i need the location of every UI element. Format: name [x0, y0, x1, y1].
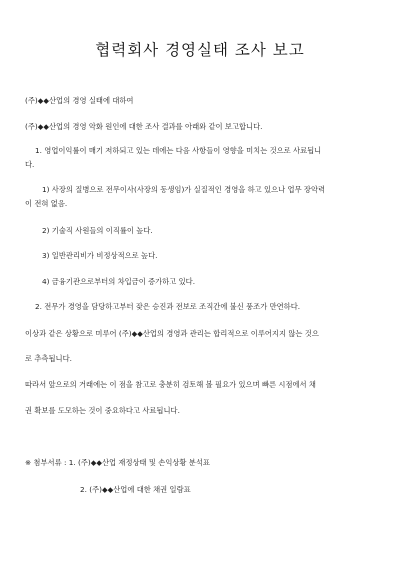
attachment-line-1: ※ 첨부서류 : 1. (주)◆◆산업 재정상태 및 손익상황 분석표	[25, 458, 210, 467]
conclusion-line-2: 로 추측됩니다.	[25, 354, 72, 363]
sub-item-1-line-1: 1) 사장의 질병으로 전무이사(사장의 동생임)가 실질적인 경영을 하고 있으나 업무 장악력	[42, 185, 326, 194]
paragraph-1-line-1: 1. 영업이익률이 매기 저하되고 있는 데에는 다음 사항들이 영향을 미치는 것으로 사료됩니	[35, 146, 322, 155]
conclusion-line-1: 이상과 같은 상황으로 미루어 (주)◆◆산업의 경영과 관리는 합리적으로 이루어지지 않는 것으	[25, 329, 319, 338]
document-title: 협력회사 경영실태 조사 보고	[95, 41, 305, 59]
recommendation-line-1: 따라서 앞으로의 거래에는 이 점을 참고로 충분히 검토해 볼 필요가 있으며 빠른 시점에서 채	[25, 380, 316, 389]
subject-line: (주)◆◆산업의 경영 실태에 대하여	[25, 96, 134, 105]
sub-item-1-line-2: 이 전혀 없음.	[25, 199, 68, 208]
sub-item-2: 2) 기술직 사원들의 이직률이 높다.	[42, 226, 153, 235]
intro-line: (주)◆◆산업의 경영 악화 원인에 대한 조사 결과를 아래와 같이 보고합니다.	[25, 122, 263, 131]
attachment-line-2: 2. (주)◆◆산업에 대한 채권 일람표	[80, 485, 191, 494]
sub-item-3: 3) 일반관리비가 비정상적으로 높다.	[42, 251, 158, 260]
paragraph-2: 2. 전무가 경영을 담당하고부터 잦은 승진과 전보로 조직간에 불신 풍조가 만연하다.	[35, 302, 301, 311]
recommendation-line-2: 권 확보를 도모하는 것이 중요하다고 사료됩니다.	[25, 406, 180, 415]
sub-item-4: 4) 금융기관으로부터의 차입금이 증가하고 있다.	[42, 277, 196, 286]
paragraph-1-line-2: 다.	[25, 160, 35, 169]
